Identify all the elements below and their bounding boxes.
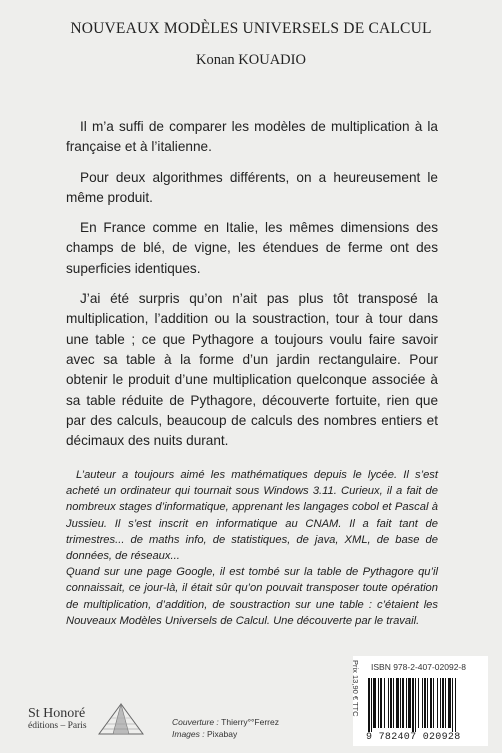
publisher-logo <box>28 706 87 732</box>
barcode-bar <box>455 678 456 732</box>
cover-credit-value: Thierry°°Ferrez <box>221 717 279 727</box>
author-name: Konan KOUADIO <box>196 52 306 68</box>
barcode-bar <box>400 678 401 728</box>
barcode-bar <box>402 678 404 728</box>
barcode-bar <box>440 678 441 728</box>
barcode-bar <box>415 678 416 732</box>
barcode-bar <box>433 678 434 728</box>
images-credit-value: Pixabay <box>206 729 238 739</box>
barcode-bar <box>378 678 379 728</box>
blurb-paragraph: L’auteur a toujours aimé les mathématiques depuis le lycée. Il s’est acheté un ordinateur qui tournait sous Windows 3.11. Curieux, il a fait de nombreux stages d’informatique, apprenant les langages cobol et Pascal à Jussieu. Il s’est inscrit en informatique au CNAM. Il a fait tant de trimestres... de maths info, de statistiques, de java, XML, de base de données, de réseaux... <box>66 469 438 563</box>
barcode-bar <box>445 678 446 728</box>
publisher-subtitle: éditions – Paris <box>28 721 87 731</box>
barcode-bar <box>368 678 370 732</box>
barcode-bar <box>373 678 376 728</box>
barcode-bar <box>408 678 411 728</box>
barcode-bar <box>418 678 419 728</box>
paragraph: Il m’a suffi de comparer les modèles de multiplication à la française et à l’italienne. <box>66 119 438 155</box>
price-text: Prix 13,90 € TTC <box>351 660 360 717</box>
barcode-bar <box>388 678 389 728</box>
credits <box>172 716 279 740</box>
barcode-bar <box>448 678 451 728</box>
barcode-bar <box>384 678 385 728</box>
barcode-bar <box>390 678 392 728</box>
paragraph: Pour deux algorithmes différents, on a heureusement le même produit. <box>66 169 438 205</box>
pyramid-icon <box>95 702 147 738</box>
barcode-bar <box>442 678 444 728</box>
barcode-bar <box>424 678 426 728</box>
barcode-bar <box>371 678 372 732</box>
cover-credit-label: Couverture : <box>172 717 219 727</box>
isbn-number: ISBN 978-2-407-02092-8 <box>371 662 466 672</box>
barcode-bar <box>380 678 382 728</box>
barcode-bar <box>396 678 399 728</box>
book-title: NOUVEAUX MODÈLES UNIVERSELS DE CALCUL <box>70 20 432 37</box>
barcode-digits: 9 782407 020928 <box>366 732 461 743</box>
barcode-bar <box>422 678 423 728</box>
price-label <box>352 660 364 744</box>
main-text <box>66 117 438 461</box>
barcode-bar <box>430 678 432 728</box>
publisher-name: St Honoré <box>28 706 86 721</box>
barcode-bar <box>412 678 414 732</box>
barcode-bar <box>393 678 394 728</box>
barcode-bar <box>437 678 438 728</box>
paragraph: En France comme en Italie, les mêmes dimensions des champs de blé, de vigne, les étendues de ferme ont des superficies identiques. <box>66 220 438 276</box>
blurb-paragraph: Quand sur une page Google, il est tombé sur la table de Pythagore qu’il connaissait, ce jour-là, il était sûr qu’on pouvait transposer toute opération de multiplication, d’addition, de soustraction sur une table : c’étaient les Nouveaux Modèles Universels de Calcul. Une découverte par le travail. <box>66 566 438 627</box>
barcode-bar <box>452 678 453 732</box>
barcode-bar <box>406 678 407 728</box>
images-credit-label: Images : <box>172 729 205 739</box>
barcode-icon <box>366 678 482 732</box>
author-blurb <box>66 467 438 629</box>
paragraph: J’ai été surpris qu’on n’ait pas plus tôt transposé la multiplication, l’addition ou la soustraction, tour à tour dans une table ; ce que Pythagore a toujours voulu faire savoir avec sa table à la forme d’un jardin rectangulaire. Pour obtenir le produit d’une multiplication quelconque associée à sa table réduite de Pythagore, découverte fortuite, rien que par des calculs, beaucoup de calculs des nombres entiers et décimaux des nuits durant. <box>66 291 438 449</box>
barcode-bar <box>427 678 428 728</box>
